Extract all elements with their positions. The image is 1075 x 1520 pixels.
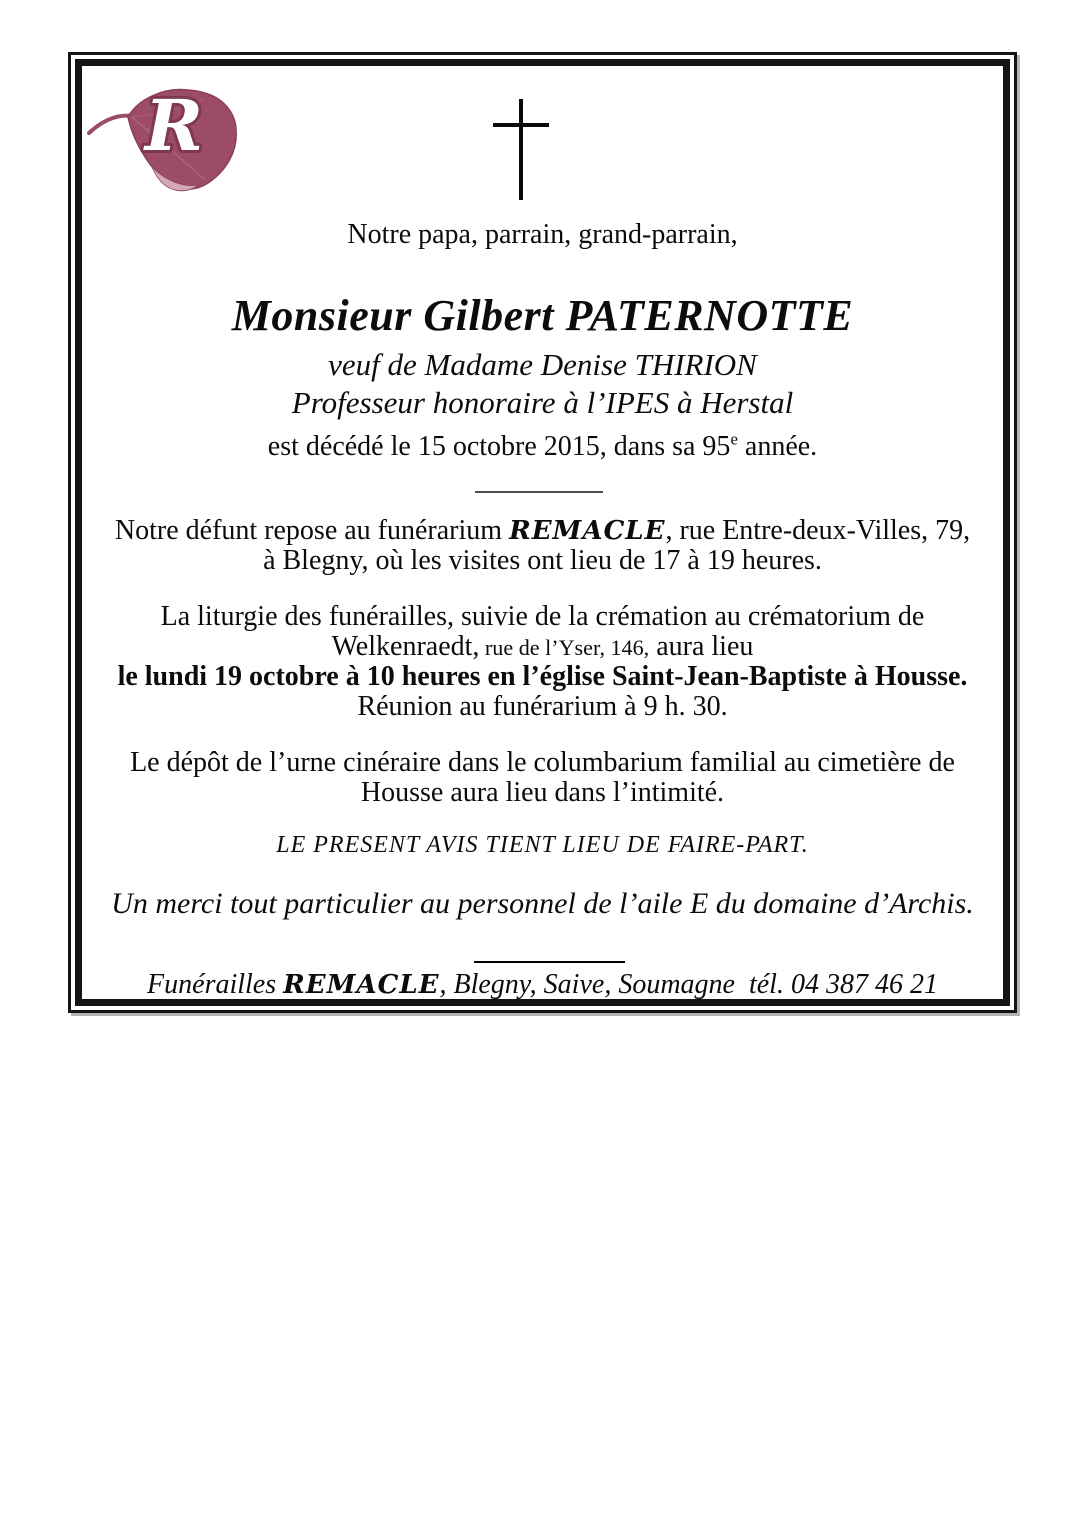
liturgy-aura-lieu: aura lieu bbox=[649, 631, 754, 662]
logo-letter: R bbox=[144, 84, 204, 167]
death-date-pre: est décédé le 15 octobre 2015, dans sa 95 bbox=[267, 431, 731, 462]
urn-line-1: Le dépôt de l’urne cinéraire dans le columbarium familial au cimetière de bbox=[130, 747, 955, 778]
widower-line: veuf de Madame Denise THIRION bbox=[328, 347, 757, 382]
leaf-logo-graphic bbox=[86, 83, 244, 201]
reunion-line: Réunion au funérarium à 9 h. 30. bbox=[357, 691, 728, 722]
death-date-superscript: e bbox=[730, 429, 738, 449]
footer-brand: REMACLE bbox=[283, 970, 440, 1000]
liturgy-place: Welkenraedt, bbox=[331, 631, 480, 662]
footer-post: , Blegny, Saive, Soumagne tél. 04 387 46 21 bbox=[439, 969, 938, 1000]
leaf-stem bbox=[89, 116, 132, 133]
separator-rule-bottom bbox=[474, 961, 625, 963]
urn-line-2: Housse aura lieu dans l’intimité. bbox=[360, 777, 725, 808]
footer-pre: Funérailles bbox=[147, 969, 284, 1000]
cross-icon bbox=[492, 97, 550, 202]
funeral-home-logo bbox=[86, 83, 244, 201]
liturgy-street-small: rue de l’Yser, 146, bbox=[479, 635, 650, 660]
intro-line: Notre papa, parrain, grand-parrain, bbox=[347, 219, 738, 250]
thanks-line: Un merci tout particulier au personnel de l’aile E du domaine d’Archis. bbox=[111, 887, 974, 920]
repose-pre: Notre défunt repose au funérarium bbox=[114, 515, 510, 546]
deceased-name: Monsieur Gilbert PATERNOTTE bbox=[231, 291, 854, 340]
repose-post: , rue Entre-deux-Villes, 79, bbox=[665, 515, 971, 546]
service-date-line: le lundi 19 octobre à 10 heures en l’église Saint-Jean-Baptiste à Housse. bbox=[117, 661, 968, 692]
faire-part-notice-line: LE PRESENT AVIS TIENT LIEU DE FAIRE-PART. bbox=[276, 832, 809, 858]
repose-line-1 bbox=[75, 516, 1010, 546]
death-date-post: année. bbox=[737, 431, 818, 462]
funeral-home-brand: REMACLE bbox=[509, 516, 666, 546]
death-date-line bbox=[75, 429, 1010, 462]
repose-line-2: à Blegny, où les visites ont lieu de 17 à 19 heures. bbox=[263, 545, 822, 576]
profession-line: Professeur honoraire à l’IPES à Herstal bbox=[291, 385, 794, 420]
footer-line bbox=[75, 970, 1010, 1000]
separator-rule-top bbox=[475, 491, 603, 493]
liturgy-line-1: La liturgie des funérailles, suivie de la crémation au crématorium de bbox=[160, 601, 925, 632]
liturgy-line-2 bbox=[75, 632, 1010, 662]
